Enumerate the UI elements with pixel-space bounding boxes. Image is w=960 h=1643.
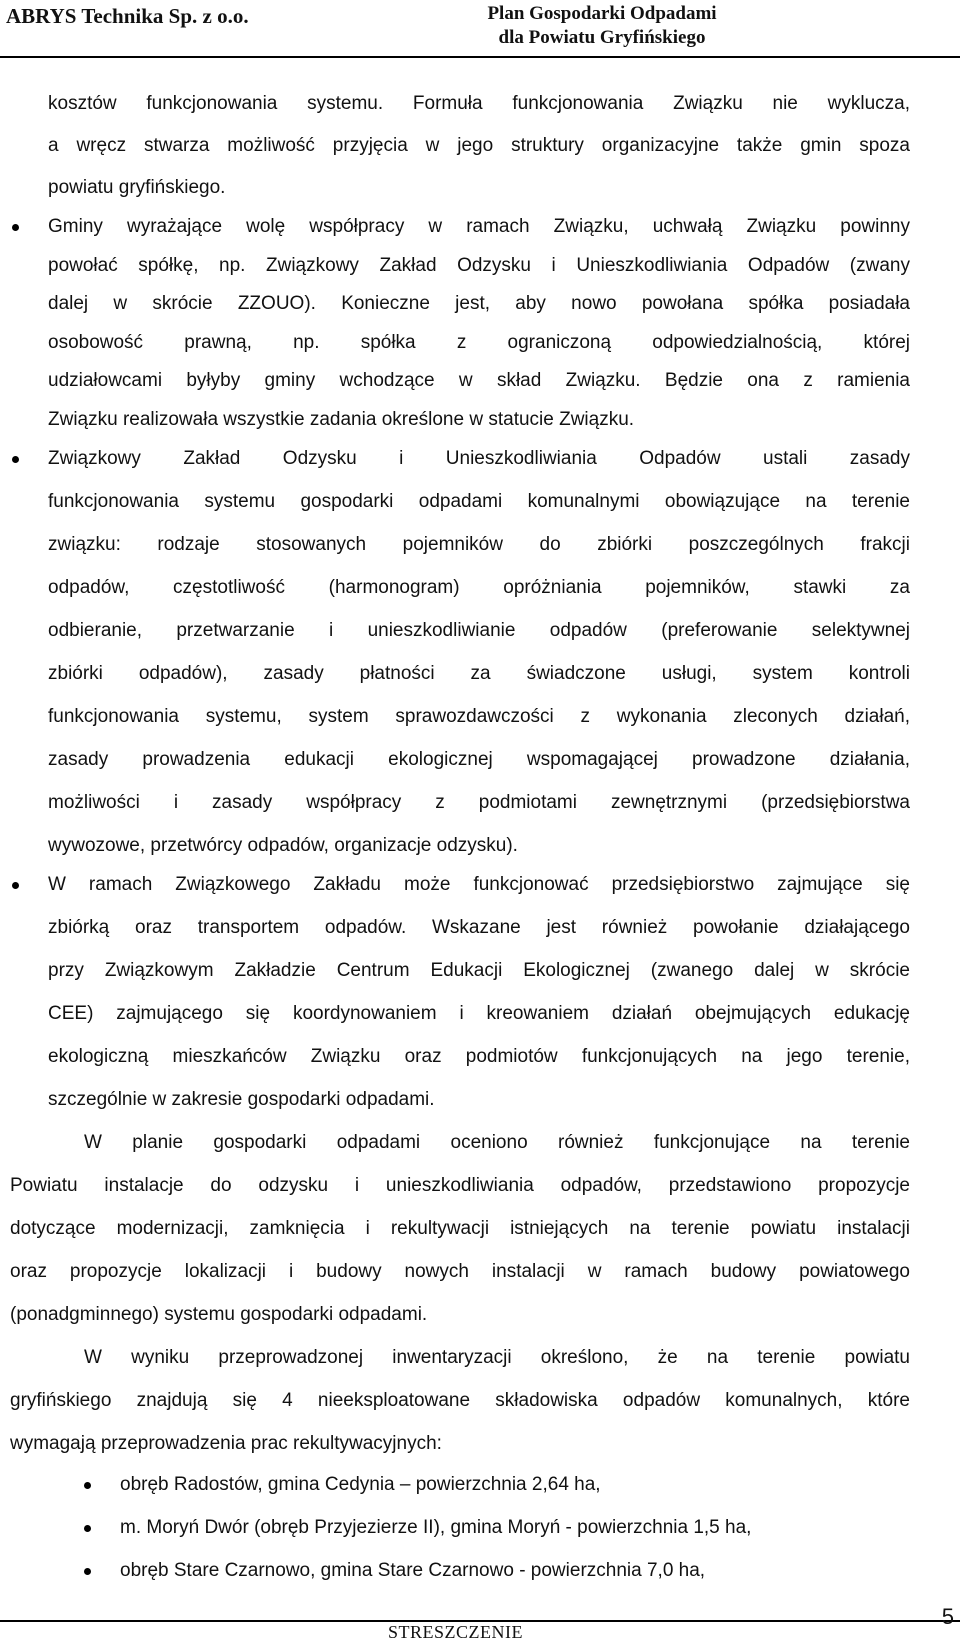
text-line: odbieranie, przetwarzanie i unieszkodliwianie odpadów (preferowanie selektywnej	[48, 620, 910, 641]
text-line: dalej w skrócie ZZOUO). Konieczne jest, aby nowo powołana spółka posiadała	[48, 293, 910, 314]
text-line: (ponadgminnego) systemu gospodarki odpadami.	[10, 1304, 428, 1325]
text-line: gryfińskiego znajdują się 4 nieeksploatowane składowiska odpadów komunalnych, które	[10, 1390, 910, 1411]
text-line: związku: rodzaje stosowanych pojemników do zbiórki poszczególnych frakcji	[48, 534, 910, 555]
bullet-icon	[12, 882, 19, 889]
text-line: powołać spółkę, np. Związkowy Zakład Odzysku i Unieszkodliwiania Odpadów (zwany	[48, 255, 910, 276]
text-line: osobowość prawną, np. spółka z ograniczoną odpowiedzialnością, której	[48, 332, 910, 353]
text-line: możliwości i zasady współpracy z podmiotami zewnętrznymi (przedsiębiorstwa	[48, 792, 910, 813]
text-line: wywozowe, przetwórcy odpadów, organizacje odzysku).	[48, 835, 518, 856]
bullet-icon	[12, 224, 19, 231]
text-line: wymagają przeprowadzenia prac rekultywacyjnych:	[10, 1433, 442, 1454]
text-line: kosztów funkcjonowania systemu. Formuła funkcjonowania Związku nie wyklucza,	[48, 93, 910, 114]
text-line: Związku realizowała wszystkie zadania określone w statucie Związku.	[48, 409, 635, 430]
list-item: m. Moryń Dwór (obręb Przyjezierze II), gmina Moryń - powierzchnia 1,5 ha,	[120, 1517, 752, 1538]
text-line: W wyniku przeprowadzonej inwentaryzacji określono, że na terenie powiatu	[84, 1347, 910, 1368]
plan-title-line1: Plan Gospodarki Odpadami	[487, 3, 717, 24]
text-line: szczególnie w zakresie gospodarki odpadami.	[48, 1089, 435, 1110]
page-header	[0, 0, 960, 58]
bullet-icon	[84, 1482, 91, 1489]
text-line: W ramach Związkowego Zakładu może funkcjonować przedsiębiorstwo zajmujące się	[48, 874, 910, 895]
text-line: W planie gospodarki odpadami oceniono również funkcjonujące na terenie	[84, 1132, 910, 1153]
bullet-icon	[12, 456, 19, 463]
text-line: CEE) zajmującego się koordynowaniem i kreowaniem działań obejmujących edukację	[48, 1003, 910, 1024]
text-line: zbiórką oraz transportem odpadów. Wskazane jest również powołanie działającego	[48, 917, 910, 938]
text-line: funkcjonowania systemu, system sprawozdawczości z wykonania zleconych działań,	[48, 706, 910, 727]
bullet-icon	[84, 1525, 91, 1532]
plan-title	[472, 2, 732, 50]
list-item: obręb Radostów, gmina Cedynia – powierzchnia 2,64 ha,	[120, 1474, 601, 1495]
bullet-icon	[84, 1568, 91, 1575]
text-line: Powiatu instalacje do odzysku i unieszkodliwiania odpadów, przedstawiono propozycje	[10, 1175, 910, 1196]
text-line: dotyczące modernizacji, zamknięcia i rekultywacji istniejących na terenie powiatu instalacji	[10, 1218, 910, 1239]
text-line: odpadów, częstotliwość (harmonogram) opróżniania pojemników, stawki za	[48, 577, 910, 598]
text-line: Gminy wyrażające wolę współpracy w ramach Związku, uchwałą Związku powinny	[48, 216, 910, 237]
company-name: ABRYS Technika Sp. z o.o.	[6, 4, 249, 28]
text-line: ekologiczną mieszkańców Związku oraz podmiotów funkcjonujących na jego terenie,	[48, 1046, 910, 1067]
text-line: a wręcz stwarza możliwość przyjęcia w jego struktury organizacyjne także gmin spoza	[48, 135, 910, 156]
list-item: obręb Stare Czarnowo, gmina Stare Czarnowo - powierzchnia 7,0 ha,	[120, 1560, 706, 1581]
text-line: zasady prowadzenia edukacji ekologicznej wspomagającej prowadzone działania,	[48, 749, 910, 770]
text-line: funkcjonowania systemu gospodarki odpadami komunalnymi obowiązujące na terenie	[48, 491, 910, 512]
text-line: powiatu gryfińskiego.	[48, 177, 226, 198]
text-line: zbiórki odpadów), zasady płatności za świadczone usługi, system kontroli	[48, 663, 910, 684]
plan-title-line2: dla Powiatu Gryfińskiego	[498, 27, 706, 48]
footer-section-label: STRESZCZENIE	[388, 1622, 523, 1642]
text-line: oraz propozycje lokalizacji i budowy nowych instalacji w ramach budowy powiatowego	[10, 1261, 910, 1282]
text-line: udziałowcami byłyby gminy wchodzące w skład Związku. Będzie ona z ramienia	[48, 370, 910, 391]
text-line: przy Związkowym Zakładzie Centrum Edukacji Ekologicznej (zwanego dalej w skrócie	[48, 960, 910, 981]
text-line: Związkowy Zakład Odzysku i Unieszkodliwiania Odpadów ustali zasady	[48, 448, 910, 469]
page-number: 5	[941, 1604, 954, 1629]
header-divider	[0, 56, 960, 58]
